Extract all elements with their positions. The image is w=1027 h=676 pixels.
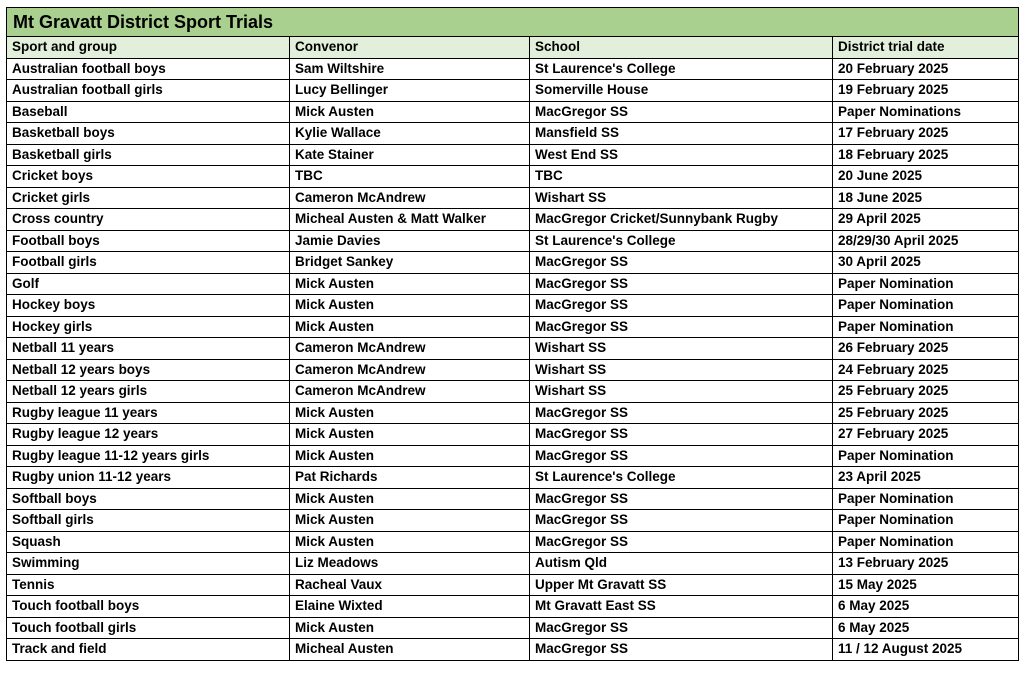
cell-sport: Rugby union 11-12 years (7, 467, 290, 489)
cell-school: MacGregor SS (530, 424, 833, 446)
cell-date: 30 April 2025 (833, 252, 1019, 274)
table-row (7, 230, 1019, 252)
cell-sport: Baseball (7, 101, 290, 123)
table-row (7, 574, 1019, 596)
table-body (7, 58, 1019, 660)
cell-school: Wishart SS (530, 359, 833, 381)
cell-school: Mt Gravatt East SS (530, 596, 833, 618)
cell-sport: Basketball girls (7, 144, 290, 166)
table-row (7, 316, 1019, 338)
cell-sport: Netball 11 years (7, 338, 290, 360)
table-title: Mt Gravatt District Sport Trials (7, 8, 1019, 37)
table-row (7, 80, 1019, 102)
table-row (7, 144, 1019, 166)
cell-date: Paper Nominations (833, 101, 1019, 123)
cell-sport: Softball boys (7, 488, 290, 510)
cell-sport: Australian football boys (7, 58, 290, 80)
cell-date: 6 May 2025 (833, 617, 1019, 639)
cell-sport: Australian football girls (7, 80, 290, 102)
cell-school: MacGregor SS (530, 295, 833, 317)
cell-date: Paper Nomination (833, 295, 1019, 317)
table-row (7, 467, 1019, 489)
cell-convenor: Cameron McAndrew (290, 338, 530, 360)
cell-sport: Cross country (7, 209, 290, 231)
cell-school: MacGregor Cricket/Sunnybank Rugby (530, 209, 833, 231)
cell-date: Paper Nomination (833, 316, 1019, 338)
column-header-school: School (530, 37, 833, 59)
table-row (7, 295, 1019, 317)
table-row (7, 381, 1019, 403)
cell-date: 6 May 2025 (833, 596, 1019, 618)
table-row (7, 402, 1019, 424)
cell-school: MacGregor SS (530, 445, 833, 467)
cell-sport: Football girls (7, 252, 290, 274)
cell-date: 25 February 2025 (833, 381, 1019, 403)
table-row (7, 101, 1019, 123)
cell-date: 23 April 2025 (833, 467, 1019, 489)
cell-sport: Squash (7, 531, 290, 553)
cell-convenor: Cameron McAndrew (290, 381, 530, 403)
header-row (7, 37, 1019, 59)
cell-sport: Touch football girls (7, 617, 290, 639)
cell-school: MacGregor SS (530, 316, 833, 338)
table-row (7, 58, 1019, 80)
cell-date: Paper Nomination (833, 488, 1019, 510)
cell-convenor: Lucy Bellinger (290, 80, 530, 102)
cell-sport: Rugby league 11-12 years girls (7, 445, 290, 467)
cell-convenor: Mick Austen (290, 531, 530, 553)
cell-school: Mansfield SS (530, 123, 833, 145)
cell-convenor: Mick Austen (290, 445, 530, 467)
table-row (7, 596, 1019, 618)
cell-school: St Laurence's College (530, 230, 833, 252)
cell-school: MacGregor SS (530, 488, 833, 510)
table-row (7, 338, 1019, 360)
cell-sport: Basketball boys (7, 123, 290, 145)
cell-sport: Netball 12 years girls (7, 381, 290, 403)
cell-sport: Football boys (7, 230, 290, 252)
cell-sport: Tennis (7, 574, 290, 596)
sport-trials-table (6, 7, 1019, 661)
cell-school: Somerville House (530, 80, 833, 102)
cell-school: Autism Qld (530, 553, 833, 575)
cell-date: 28/29/30 April 2025 (833, 230, 1019, 252)
cell-convenor: Cameron McAndrew (290, 359, 530, 381)
column-header-sport: Sport and group (7, 37, 290, 59)
cell-convenor: Kate Stainer (290, 144, 530, 166)
cell-date: 26 February 2025 (833, 338, 1019, 360)
cell-convenor: Bridget Sankey (290, 252, 530, 274)
cell-sport: Cricket girls (7, 187, 290, 209)
column-header-date: District trial date (833, 37, 1019, 59)
cell-date: Paper Nomination (833, 445, 1019, 467)
cell-sport: Softball girls (7, 510, 290, 532)
cell-school: MacGregor SS (530, 510, 833, 532)
cell-school: MacGregor SS (530, 252, 833, 274)
table-row (7, 510, 1019, 532)
cell-school: Wishart SS (530, 338, 833, 360)
cell-school: Upper Mt Gravatt SS (530, 574, 833, 596)
cell-date: 24 February 2025 (833, 359, 1019, 381)
cell-convenor: Mick Austen (290, 402, 530, 424)
cell-convenor: Pat Richards (290, 467, 530, 489)
cell-convenor: Mick Austen (290, 101, 530, 123)
cell-date: 17 February 2025 (833, 123, 1019, 145)
table-row (7, 617, 1019, 639)
table-row (7, 273, 1019, 295)
cell-convenor: Mick Austen (290, 510, 530, 532)
table-row (7, 639, 1019, 661)
cell-convenor: Cameron McAndrew (290, 187, 530, 209)
cell-sport: Rugby league 11 years (7, 402, 290, 424)
cell-date: 18 February 2025 (833, 144, 1019, 166)
cell-sport: Hockey boys (7, 295, 290, 317)
cell-school: MacGregor SS (530, 639, 833, 661)
cell-sport: Track and field (7, 639, 290, 661)
table-row (7, 553, 1019, 575)
title-row (7, 8, 1019, 37)
table-row (7, 531, 1019, 553)
cell-date: 20 February 2025 (833, 58, 1019, 80)
cell-sport: Hockey girls (7, 316, 290, 338)
table-row (7, 445, 1019, 467)
cell-date: 25 February 2025 (833, 402, 1019, 424)
cell-school: MacGregor SS (530, 402, 833, 424)
cell-date: Paper Nomination (833, 510, 1019, 532)
cell-convenor: Mick Austen (290, 273, 530, 295)
cell-date: Paper Nomination (833, 531, 1019, 553)
cell-sport: Cricket boys (7, 166, 290, 188)
cell-date: 19 February 2025 (833, 80, 1019, 102)
cell-convenor: Mick Austen (290, 424, 530, 446)
cell-school: St Laurence's College (530, 58, 833, 80)
cell-convenor: Micheal Austen (290, 639, 530, 661)
cell-school: MacGregor SS (530, 101, 833, 123)
table-row (7, 359, 1019, 381)
cell-school: St Laurence's College (530, 467, 833, 489)
cell-school: Wishart SS (530, 381, 833, 403)
cell-school: West End SS (530, 144, 833, 166)
cell-convenor: TBC (290, 166, 530, 188)
cell-date: 11 / 12 August 2025 (833, 639, 1019, 661)
cell-convenor: Mick Austen (290, 617, 530, 639)
cell-convenor: Racheal Vaux (290, 574, 530, 596)
cell-school: MacGregor SS (530, 531, 833, 553)
cell-convenor: Elaine Wixted (290, 596, 530, 618)
cell-school: TBC (530, 166, 833, 188)
cell-date: 20 June 2025 (833, 166, 1019, 188)
cell-date: 27 February 2025 (833, 424, 1019, 446)
cell-school: MacGregor SS (530, 273, 833, 295)
cell-date: Paper Nomination (833, 273, 1019, 295)
cell-school: Wishart SS (530, 187, 833, 209)
cell-convenor: Liz Meadows (290, 553, 530, 575)
table-row (7, 252, 1019, 274)
cell-convenor: Mick Austen (290, 295, 530, 317)
cell-convenor: Jamie Davies (290, 230, 530, 252)
cell-sport: Touch football boys (7, 596, 290, 618)
cell-sport: Swimming (7, 553, 290, 575)
column-header-convenor: Convenor (290, 37, 530, 59)
table-row (7, 166, 1019, 188)
cell-sport: Rugby league 12 years (7, 424, 290, 446)
cell-date: 18 June 2025 (833, 187, 1019, 209)
cell-convenor: Sam Wiltshire (290, 58, 530, 80)
table-row (7, 488, 1019, 510)
table-row (7, 209, 1019, 231)
cell-convenor: Mick Austen (290, 488, 530, 510)
cell-convenor: Mick Austen (290, 316, 530, 338)
cell-sport: Netball 12 years boys (7, 359, 290, 381)
table-row (7, 424, 1019, 446)
cell-convenor: Micheal Austen & Matt Walker (290, 209, 530, 231)
cell-convenor: Kylie Wallace (290, 123, 530, 145)
cell-date: 13 February 2025 (833, 553, 1019, 575)
cell-sport: Golf (7, 273, 290, 295)
table-row (7, 123, 1019, 145)
cell-school: MacGregor SS (530, 617, 833, 639)
cell-date: 15 May 2025 (833, 574, 1019, 596)
cell-date: 29 April 2025 (833, 209, 1019, 231)
table-row (7, 187, 1019, 209)
